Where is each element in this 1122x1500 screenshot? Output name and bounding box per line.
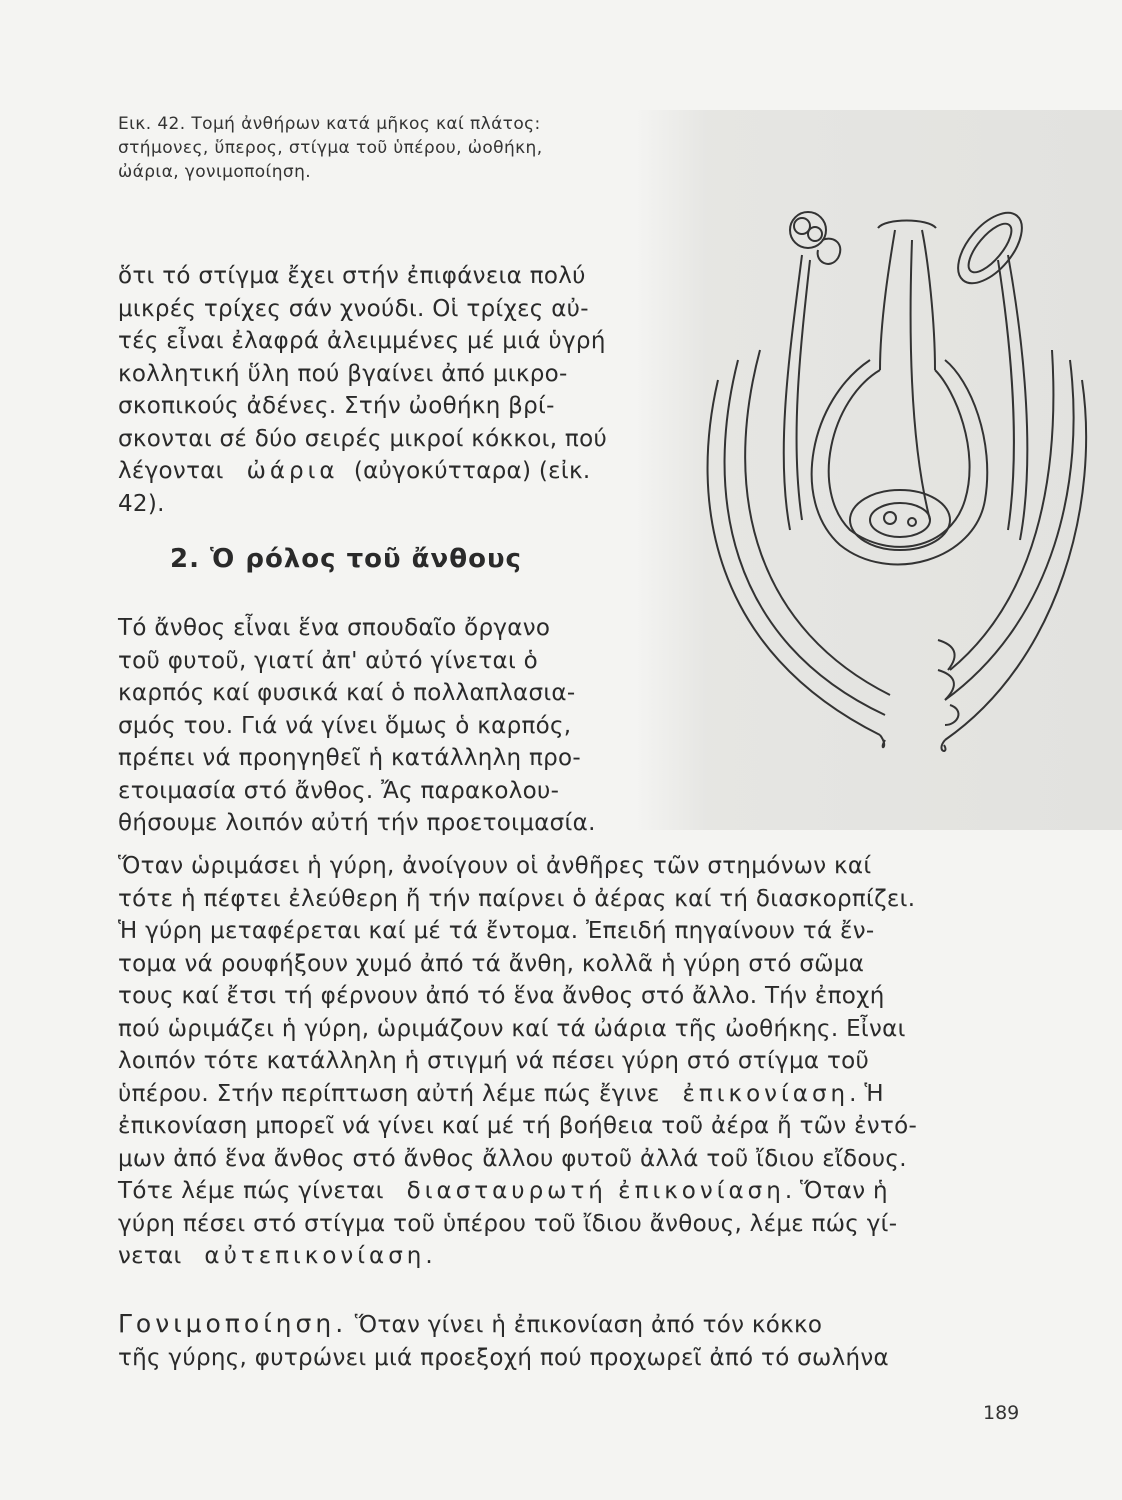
text-segment: Ὅταν γίνει ἡ ἐπικονίαση ἀπό τόν κόκκο: [354, 1312, 823, 1338]
text-line: σκονται σέ δύο σειρές μικροί κόκκοι, πού: [118, 425, 608, 452]
term-heading: Γονιμοποίηση.: [118, 1309, 348, 1338]
term-emphasis: αὐτεπικονίαση: [204, 1243, 426, 1269]
petal-outline: [945, 360, 1074, 700]
text-segment: .: [425, 1243, 433, 1269]
stigma: [878, 221, 936, 229]
text-segment: (αὐγοκύτταρα) (εἰκ.: [353, 458, 591, 484]
term-emphasis: διασταυρωτή ἐπικονίαση: [406, 1178, 785, 1204]
text-line: σκοπικούς ἀδένες. Στήν ὠοθήκη βρί-: [118, 393, 555, 419]
ovule: [850, 490, 950, 550]
text-line: θήσουμε λοιπόν αὐτή τήν προετοιμασία.: [118, 810, 596, 836]
text-segment: . Ἡ: [849, 1080, 884, 1107]
page-number: 189: [983, 1402, 1020, 1424]
text-line: σμός του. Γιά νά γίνει ὅμως ὁ καρπός,: [118, 712, 572, 739]
text-line: τους καί ἔτσι τή φέρνουν ἀπό τό ἕνα ἄνθος στό ἄλλο. Τήν ἐποχή: [118, 983, 885, 1009]
text-line: τές εἶναι ἐλαφρά ἀλειμμένες μέ μιά ὑγρή: [118, 328, 606, 354]
text-line: Ἡ γύρη μεταφέρεται καί μέ τά ἔντομα. Ἐπειδή πηγαίνουν τά ἔν-: [118, 918, 875, 944]
section-heading: 2. Ὁ ρόλος τοῦ ἄνθους: [170, 544, 522, 574]
egg-cell: [884, 512, 896, 524]
petal-outline: [708, 380, 880, 735]
figure-caption: [118, 112, 618, 184]
text-line: καρπός καί φυσικά καί ὁ πολλαπλασια-: [118, 680, 576, 706]
flower-section-illustration: [690, 200, 1090, 760]
petal-tip: [938, 640, 955, 670]
stamen-filament: [998, 260, 1014, 530]
text-line: πρέπει νά προηγηθεῖ ἡ κατάλληλη προ-: [118, 745, 581, 771]
text-line: ἐπικονίαση μπορεῖ νά γίνει καί μέ τή βοήθεια τοῦ ἀέρα ἤ τῶν ἐντό-: [118, 1113, 918, 1139]
pollen-tube: [911, 240, 930, 520]
petal-tip: [941, 740, 945, 751]
text-line: τοῦ φυτοῦ, γιατί ἀπ' αὐτό γίνεται ὁ: [118, 647, 539, 674]
text-segment: . Ὅταν ἡ: [784, 1178, 888, 1204]
petal-tip: [880, 735, 885, 747]
petal-tip: [945, 705, 958, 725]
text-line: κολλητική ὕλη πού βγαίνει ἀπό μικρο-: [118, 360, 568, 387]
text-line: ετοιμασία στό ἄνθος. Ἄς παρακολου-: [118, 777, 560, 804]
text-line: [118, 1175, 1018, 1208]
text-line: [118, 1240, 1018, 1273]
ovule-inner: [870, 503, 930, 537]
paragraph-pollination: [118, 850, 1018, 1273]
text-line: τῆς γύρης, φυτρώνει μιά προεξοχή πού προχωρεῖ ἀπό τό σωλήνα: [118, 1344, 890, 1371]
text-line: [118, 1078, 1018, 1111]
text-line: τότε ἡ πέφτει ἐλεύθερη ἤ τήν παίρνει ὁ ἀέρας καί τή διασκορπίζει.: [118, 885, 916, 912]
text-line: μικρές τρίχες σάν χνούδι. Οἱ τρίχες αὐ-: [118, 295, 589, 322]
anther: [946, 202, 1034, 295]
caption-line: στήμονες, ὕπερος, στίγμα τοῦ ὑπέρου, ὠοθήκη,: [118, 138, 543, 158]
caption-line: ὠάρια, γονιμοποίηση.: [118, 162, 312, 182]
text-line: πού ὡριμάζει ἡ γύρη, ὡριμάζουν καί τά ὠάρια τῆς ὠοθήκης. Εἶναι: [118, 1015, 906, 1042]
text-line: ὅτι τό στίγμα ἔχει στήν ἐπιφάνεια πολύ: [118, 263, 586, 289]
text-line: Ὅταν ὡριμάσει ἡ γύρη, ἀνοίγουν οἱ ἀνθῆρες τῶν στημόνων καί: [118, 853, 872, 879]
term-emphasis: ἐπικονίαση: [682, 1080, 850, 1107]
pistil-style: [922, 230, 935, 370]
text-segment: λέγονται: [118, 458, 224, 484]
paragraph-stigma: [118, 260, 638, 520]
paragraph-flower-role: [118, 612, 638, 840]
paragraph-fertilization: [118, 1308, 1018, 1374]
text-segment: νεται: [118, 1243, 182, 1269]
text-line: [118, 455, 638, 488]
pistil-style: [880, 230, 895, 370]
term-emphasis: ὠάρια: [246, 458, 339, 484]
ovary-wall: [812, 360, 988, 564]
petal-outline: [950, 350, 1053, 670]
nucleus: [908, 518, 916, 526]
text-line: μων ἀπό ἕνα ἄνθος στό ἄνθος ἄλλου φυτοῦ ἀλλά τοῦ ἴδιου εἴδους.: [118, 1145, 907, 1172]
anther-lobe: [808, 227, 822, 241]
text-line: τομα νά ρουφήξουν χυμό ἀπό τά ἄνθη, κολλᾶ ἡ γύρη στό σῶμα: [118, 950, 865, 977]
text-line: 42).: [118, 490, 165, 517]
text-line: γύρη πέσει στό στίγμα τοῦ ὑπέρου τοῦ ἴδιου ἄνθους, λέμε πώς γί-: [118, 1210, 898, 1237]
text-line: [118, 1308, 1018, 1342]
text-line: Τό ἄνθος εἶναι ἕνα σπουδαῖο ὄργανο: [118, 615, 551, 641]
caption-line: Εικ. 42. Τομή ἀνθήρων κατά μῆκος καί πλάτος:: [118, 114, 541, 134]
text-segment: Τότε λέμε πώς γίνεται: [118, 1178, 384, 1204]
text-line: λοιπόν τότε κατάλληλη ἡ στιγμή νά πέσει γύρη στό στίγμα τοῦ: [118, 1048, 870, 1074]
petal-outline: [745, 350, 890, 695]
stamen-filament: [797, 260, 810, 520]
text-segment: ὑπέρου. Στήν περίπτωση αὐτή λέμε πώς ἔγινε: [118, 1080, 660, 1107]
